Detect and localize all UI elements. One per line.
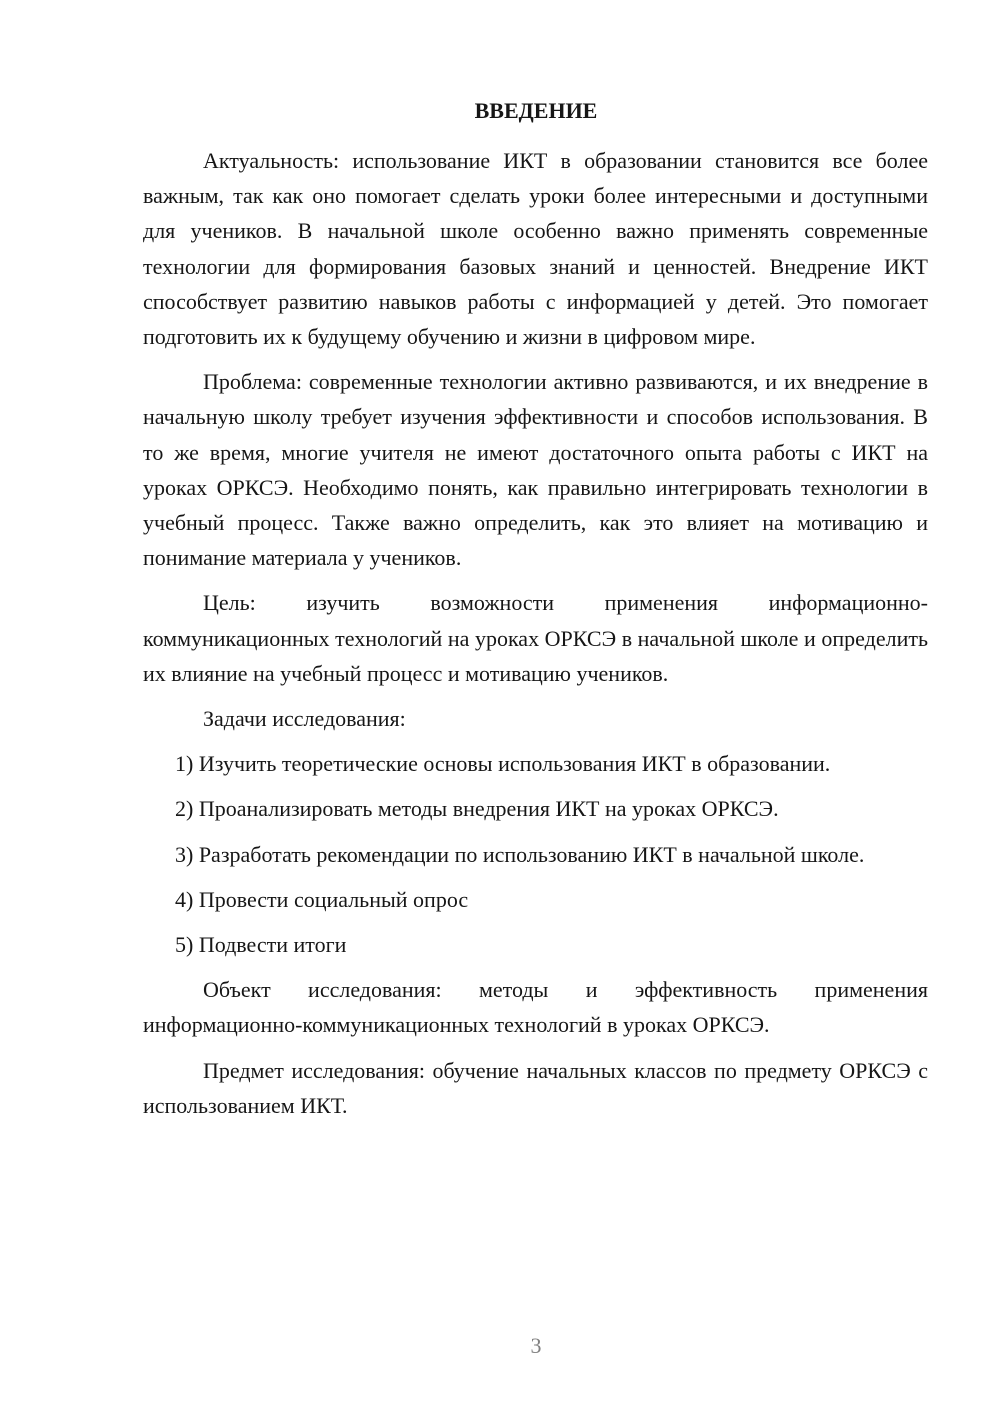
task-item-2: 2) Проанализировать методы внедрения ИКТ на уроках ОРКСЭ. bbox=[175, 796, 779, 822]
paragraph-goal: Цель: изучить возможности применения информационно-коммуникационных технологий на уроках ОРКСЭ в начальной школе и определить их влияние на учебный процесс и мотивацию учеников. bbox=[143, 590, 928, 686]
page-number: 3 bbox=[530, 1333, 542, 1358]
task-item-5: 5) Подвести итоги bbox=[175, 932, 347, 958]
paragraph-relevance: Актуальность: использование ИКТ в образовании становится все более важным, так как оно помогает сделать уроки более интересными и доступными для учеников. В начальной школе особенно важно применять современные технологии для формирования базовых знаний и ценностей. Внедрение ИКТ способствует развитию навыков работы с информацией у детей. Это помогает подготовить их к будущему обучению и жизни в цифровом мире. bbox=[143, 148, 928, 350]
task-item-4: 4) Провести социальный опрос bbox=[175, 886, 469, 912]
task-item-3: 3) Разработать рекомендации по использованию ИКТ в начальной школе. bbox=[175, 841, 865, 867]
section-heading: ВВЕДЕНИЕ bbox=[474, 98, 598, 123]
paragraph-problem: Проблема: современные технологии активно развиваются, и их внедрение в начальную школу требует изучения эффективности и способов использования. В то же время, многие учителя не имеют достаточного опыта работы с ИКТ на уроках ОРКСЭ. Необходимо понять, как правильно интегрировать технологии в учебный процесс. Также важно определить, как это влияет на мотивацию и понимание материала у учеников. bbox=[143, 369, 928, 571]
paragraph-subject: Предмет исследования: обучение начальных классов по предмету ОРКСЭ с использованием ИКТ. bbox=[143, 1057, 928, 1118]
body-text bbox=[143, 143, 928, 1123]
tasks-heading: Задачи исследования: bbox=[203, 706, 406, 732]
paragraph-object: Объект исследования: методы и эффективность применения информационно-коммуникационных технологий в уроках ОРКСЭ. bbox=[143, 977, 928, 1038]
task-item-1: 1) Изучить теоретические основы использования ИКТ в образовании. bbox=[175, 751, 831, 777]
